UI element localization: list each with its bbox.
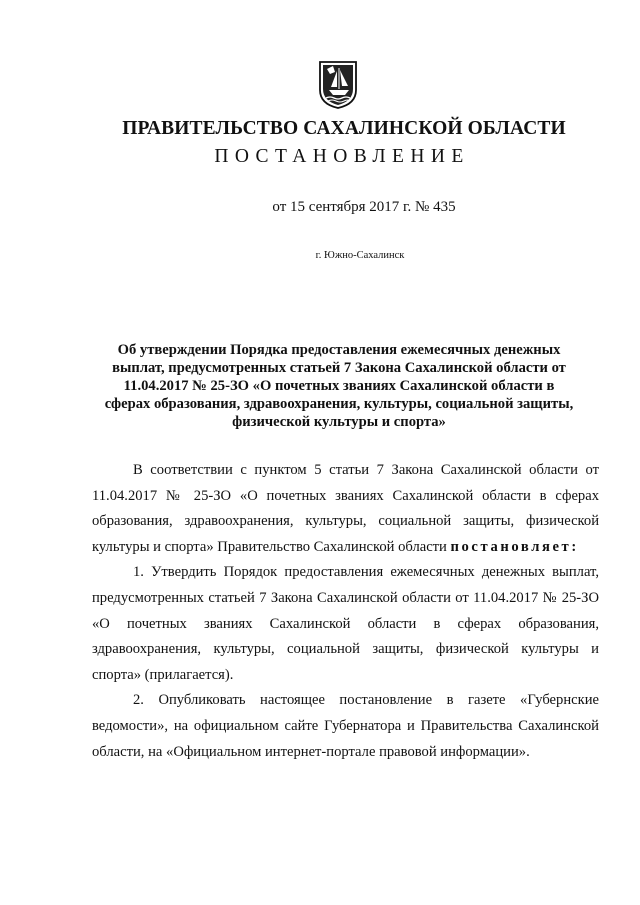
preamble-text: В соответствии с пунктом 5 статьи 7 Закона Сахалинской области от 11.04.2017 № 25-ЗО «О почетных званиях Сахалинской области в сферах образования, здравоохранения, культуры, социальной защиты, физической культуры и спорта» Правительство Сахалинской области (92, 462, 599, 555)
document-type: ПОСТАНОВЛЕНИЕ (214, 146, 470, 167)
resolution-verb: постановляет: (450, 538, 579, 555)
government-title: ПРАВИТЕЛЬСТВО САХАЛИНСКОЙ ОБЛАСТИ (122, 118, 566, 139)
item-1-paragraph: 1. Утвердить Порядок предоставления ежемесячных денежных выплат, предусмотренных статьей 7 Закона Сахалинской области от 11.04.2017 № 25-ЗО «О почетных званиях Сахалинской области в сферах образования, здравоохранения, культуры, социальной защиты, физической культуры и спорта» (прилагается). (92, 564, 599, 683)
item-2-paragraph: 2. Опубликовать настоящее постановление в газете «Губернские ведомости», на официальном сайте Губернатора и Правительства Сахалинской области, на «Официальном интернет-портале правовой информации». (92, 692, 599, 760)
document-date-number: от 15 сентября 2017 г. № 435 (272, 199, 456, 215)
document-body (92, 458, 599, 765)
document-subject: Об утверждении Порядка предоставления ежемесячных денежных выплат, предусмотренных статьей 7 Закона Сахалинской области от 11.04.2017 № 25-ЗО «О почетных званиях Сахалинской области в сферах образования, здравоохранения, культуры, социальной защиты, физической культуры и спорта» (104, 342, 574, 430)
document-city: г. Южно-Сахалинск (315, 250, 405, 261)
sakhalin-coat-of-arms-icon (318, 60, 358, 110)
preamble-paragraph (92, 458, 599, 560)
